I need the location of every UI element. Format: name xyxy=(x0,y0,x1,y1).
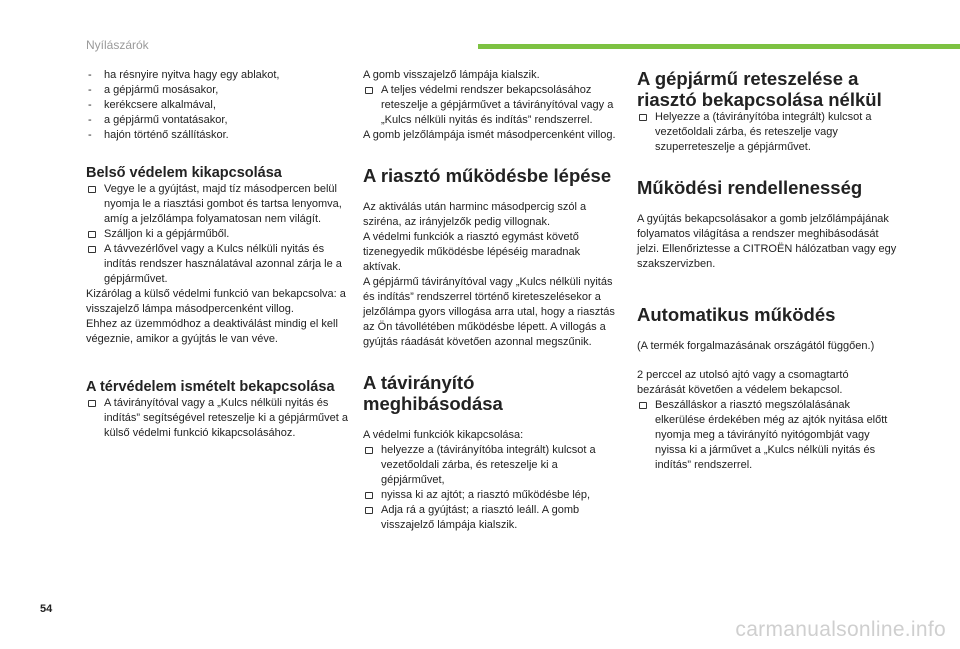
list-item: - hajón történő szállításkor. xyxy=(86,128,348,143)
list-item: Helyezze a (távirányítóba integrált) kulcsot a vezetőoldali zárba, és reteszelje vagy szuperreteszelje a gépjárművet. xyxy=(637,110,899,155)
paragraph: A gomb jelzőlámpája ismét másodpercenként villog. xyxy=(363,129,616,141)
bullet-list xyxy=(363,83,618,128)
column-middle xyxy=(363,68,618,533)
column-right xyxy=(637,68,899,473)
column-left xyxy=(86,68,348,441)
bullet-list xyxy=(637,110,899,155)
list-item: - kerékcsere alkalmával, xyxy=(86,98,348,113)
section-label: Nyílászárók xyxy=(86,38,149,52)
paragraph: Kizárólag a külső védelmi funkció van bekapcsolva: a visszajelző lámpa másodpercenként villog. xyxy=(86,288,346,315)
paragraph: A gépjármű távirányítóval vagy „Kulcs nélküli nyitás és indítás” rendszerrel történő kireteszelésekor a jelzőlámpa gyors villogása arra utal, hogy a riasztás az Ön távollétében működésbe lépett. A villogás a gyújtás ráadását követően azonnal megszűnik. xyxy=(363,276,615,348)
list-item: A teljes védelmi rendszer bekapcsolásához reteszelje a gépjárművet a távirányítóval vagy a „Kulcs nélküli nyitás és indítás” rendszerrel. xyxy=(363,83,618,128)
watermark: carmanualsonline.info xyxy=(735,618,946,641)
paragraph: Ehhez az üzemmódhoz a deaktiválást mindig el kell végeznie, amikor a gyújtás le van véve. xyxy=(86,318,338,345)
paragraph: A gomb visszajelző lámpája kialszik. xyxy=(363,69,540,81)
paragraph: 2 perccel az utolsó ajtó vagy a csomagtartó bezárását követően a védelem bekapcsol. xyxy=(637,369,849,396)
intro-list xyxy=(86,68,348,143)
paragraph: Az aktiválás után harminc másodpercig szól a sziréna, az irányjelzők pedig villognak. xyxy=(363,201,587,228)
paragraph: A gyújtás bekapcsolásakor a gomb jelzőlámpájának folyamatos világítása a rendszer meghibásodását jelzi. Ellenőriztesse a CITROËN hálózatban vagy egy szakszervizben. xyxy=(637,213,897,270)
heading-alarm-trigger: A riasztó működésbe lépése xyxy=(363,165,612,186)
heading-remote-failure: A távirányító meghibásodása xyxy=(363,372,503,414)
page-number: 54 xyxy=(40,603,53,615)
list-item: nyissa ki az ajtót; a riasztó működésbe lép, xyxy=(363,488,618,503)
bullet-list xyxy=(363,443,618,533)
heading-malfunction: Működési rendellenesség xyxy=(637,177,863,198)
paragraph: A védelmi funkciók a riasztó egymást követő tizenegyedik működésbe lépéséig maradnak aktívak. xyxy=(363,231,581,273)
bullet-list xyxy=(86,227,348,287)
bullet-list xyxy=(86,182,348,227)
accent-bar xyxy=(478,44,960,49)
heading-internal-protection: Belső védelem kikapcsolása xyxy=(86,165,282,181)
list-item: - ha résnyire nyitva hagy egy ablakot, xyxy=(86,68,348,83)
bullet-list xyxy=(637,398,899,473)
list-item: A távirányítóval vagy a „Kulcs nélküli nyitás és indítás” segítségével reteszelje ki a gépjárművet a külső védelmi funkció kikapcsolásához. xyxy=(86,396,348,441)
heading-lock-without-alarm: A gépjármű reteszelése a riasztó bekapcsolása nélkül xyxy=(637,68,882,110)
list-item: Szálljon ki a gépjárműből. xyxy=(86,227,348,242)
list-item: - a gépjármű vontatásakor, xyxy=(86,113,348,128)
list-item: Beszálláskor a riasztó megszólalásának elkerülése érdekében még az ajtók nyitása előtt nyomja meg a távirányító nyitógombját vagy nyissa ki a járművet a „Kulcs nélküli nyitás és indítás” rendszerrel. xyxy=(637,398,899,473)
heading-reactivate: A térvédelem ismételt bekapcsolása xyxy=(86,379,335,395)
paragraph: A védelmi funkciók kikapcsolása: xyxy=(363,429,524,441)
bullet-list xyxy=(86,396,348,441)
list-item: Vegye le a gyújtást, majd tíz másodpercen belül nyomja le a riasztási gombot és tartsa lenyomva, amíg a jelzőlámpa folyamatosan nem világít. xyxy=(86,182,348,227)
list-item: helyezze a (távirányítóba integrált) kulcsot a vezetőoldali zárba, és reteszelje ki a gépjárművet, xyxy=(363,443,618,488)
list-item: A távvezérlővel vagy a Kulcs nélküli nyitás és indítás rendszer használatával azonnal zárja le a gépjárművet. xyxy=(86,242,348,287)
list-item: - a gépjármű mosásakor, xyxy=(86,83,348,98)
note: (A termék forgalmazásának országától függően.) xyxy=(637,340,875,352)
heading-automatic: Automatikus működés xyxy=(637,304,836,325)
list-item: Adja rá a gyújtást; a riasztó leáll. A gomb visszajelző lámpája kialszik. xyxy=(363,503,618,533)
